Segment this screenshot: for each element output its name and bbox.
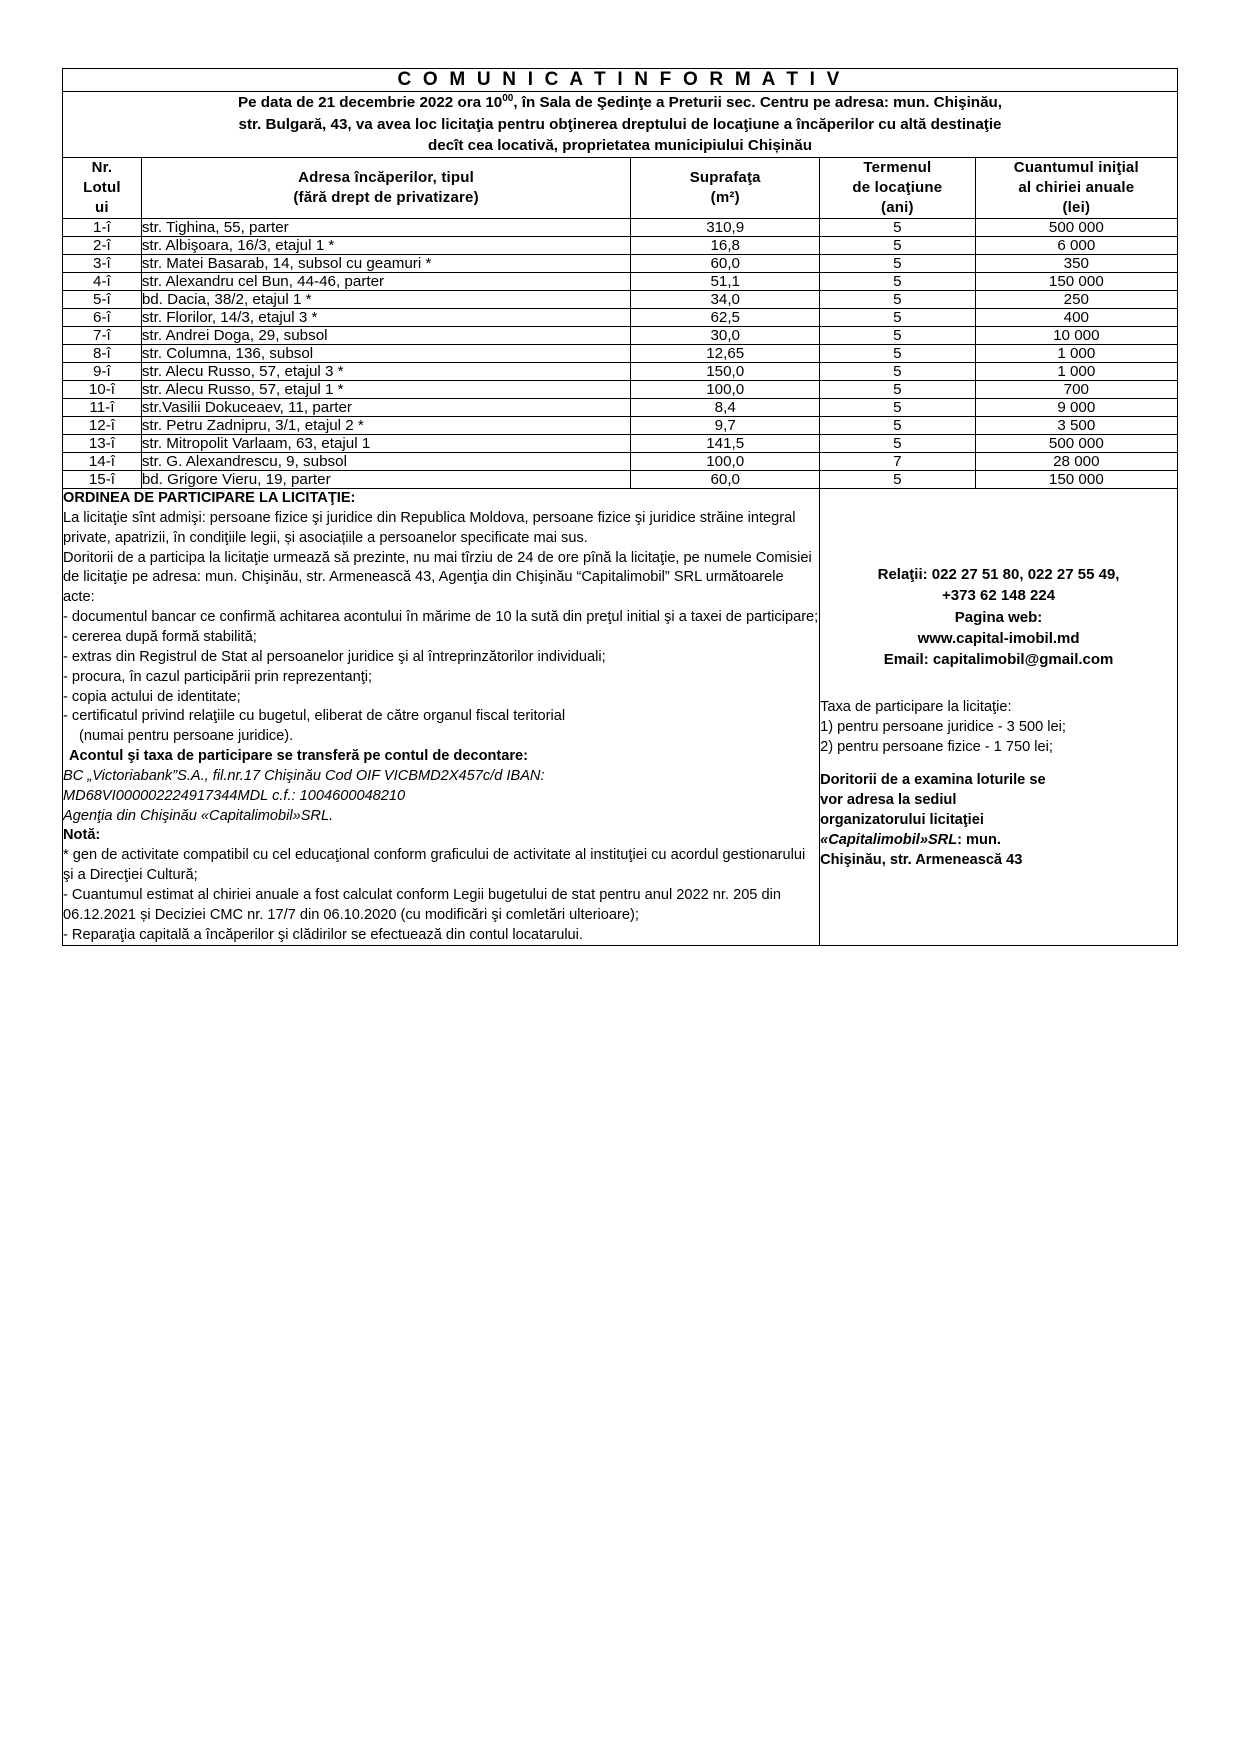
cell-termen: 5 <box>820 255 976 273</box>
cell-termen: 5 <box>820 237 976 255</box>
website-url[interactable]: www.capital-imobil.md <box>917 629 1080 647</box>
cell-adresa: bd. Dacia, 38/2, etajul 1 * <box>141 291 631 309</box>
participation-rules <box>63 489 820 946</box>
viewing-line-1: Doritorii de a examina loturile se <box>820 771 1046 788</box>
contact-panel <box>820 489 1178 946</box>
contact-header <box>820 564 1177 670</box>
header-cuantum-line3: (lei) <box>1062 198 1091 216</box>
cell-cuantum: 28 000 <box>975 453 1177 471</box>
cell-nr: 14-î <box>63 453 142 471</box>
cell-cuantum: 1 000 <box>975 363 1177 381</box>
bank-line-3: Agenţia din Chişinău «Capitalimobil»SRL. <box>63 807 334 824</box>
cell-suprafata: 12,65 <box>631 345 820 363</box>
cell-adresa: str. Petru Zadnipru, 3/1, etajul 2 * <box>141 417 631 435</box>
cell-nr: 7-î <box>63 327 142 345</box>
viewing-line-2: vor adresa la sediul <box>820 792 957 809</box>
cell-nr: 13-î <box>63 435 142 453</box>
header-suprafata-line1: Suprafaţa <box>689 168 761 186</box>
cell-nr: 3-î <box>63 255 142 273</box>
header-adresa-line2: (fără drept de privatizare) <box>293 188 479 206</box>
rules-item-3: - extras din Registrul de Stat al persoanelor juridice şi al întreprinzătorilor individuali; <box>63 648 606 665</box>
cell-cuantum: 150 000 <box>975 273 1177 291</box>
intro-paragraph <box>63 92 1178 158</box>
cell-cuantum: 3 500 <box>975 417 1177 435</box>
table-row <box>63 435 1178 453</box>
contact-phone-mobile: +373 62 148 224 <box>942 587 1056 605</box>
rules-item-2: - cererea după formă stabilită; <box>63 628 257 645</box>
header-suprafata <box>631 157 820 218</box>
header-termen <box>820 157 976 218</box>
cell-termen: 5 <box>820 273 976 291</box>
header-cuantum-line1: Cuantumul iniţial <box>1013 158 1139 176</box>
rules-heading: ORDINEA DE PARTICIPARE LA LICITAŢIE: <box>63 490 356 507</box>
table-row <box>63 399 1178 417</box>
cell-cuantum: 250 <box>975 291 1177 309</box>
cell-cuantum: 700 <box>975 381 1177 399</box>
viewing-line-4 <box>820 830 1177 850</box>
fee-individuals: 2) pentru persoane fizice - 1 750 lei; <box>820 738 1053 755</box>
table-row <box>63 219 1178 237</box>
cell-suprafata: 100,0 <box>631 381 820 399</box>
website-label: Pagina web: <box>954 608 1043 626</box>
cell-adresa: str. Columna, 136, subsol <box>141 345 631 363</box>
intro-line-2: str. Bulgară, 43, va avea loc licitaţia pentru obţinerea dreptului de locaţiune a încăperilor cu altă destinaţie <box>238 115 1002 133</box>
cell-cuantum: 350 <box>975 255 1177 273</box>
cell-cuantum: 400 <box>975 309 1177 327</box>
cell-termen: 5 <box>820 219 976 237</box>
organizer-name: «Capitalimobil»SRL <box>820 832 958 849</box>
header-suprafata-line2: (m²) <box>710 188 740 206</box>
cell-termen: 5 <box>820 399 976 417</box>
intro-line-3: decît cea locativă, proprietatea municipiului Chișinău <box>427 137 812 155</box>
table-header-row <box>63 157 1178 218</box>
nota-item-2: - Cuantumul estimat al chiriei anuale a fost calculat conform Legii bugetului de stat pentru anul 2022 nr. 205 din 06.12.2021 și Deciziei CMC nr. 17/7 din 06.10.2020 (cu modificări şi comletări ulterioare); <box>63 886 781 923</box>
table-row <box>63 255 1178 273</box>
cell-termen: 7 <box>820 453 976 471</box>
rules-item-6-continuation: (numai pentru persoane juridice). <box>79 728 294 745</box>
bank-line-1: BC „Victoriabank”S.A., fil.nr.17 Chişinău Cod OIF VICBMD2X457c/d IBAN: <box>63 767 545 784</box>
table-row <box>63 453 1178 471</box>
cell-cuantum: 10 000 <box>975 327 1177 345</box>
cell-suprafata: 62,5 <box>631 309 820 327</box>
cell-termen: 5 <box>820 327 976 345</box>
header-nr-line3: ui <box>95 198 109 216</box>
title-row <box>63 69 1178 92</box>
cell-suprafata: 60,0 <box>631 255 820 273</box>
cell-termen: 5 <box>820 381 976 399</box>
document-title: C O M U N I C A T I N F O R M A T I V <box>63 69 1178 92</box>
header-cuantum-line2: al chiriei anuale <box>1018 178 1135 196</box>
table-row <box>63 417 1178 435</box>
contact-phones: Relaţii: 022 27 51 80, 022 27 55 49, <box>877 566 1120 584</box>
cell-nr: 15-î <box>63 471 142 489</box>
cell-nr: 1-î <box>63 219 142 237</box>
cell-cuantum: 500 000 <box>975 219 1177 237</box>
cell-adresa: str. Tighina, 55, parter <box>141 219 631 237</box>
table-row <box>63 273 1178 291</box>
cell-suprafata: 150,0 <box>631 363 820 381</box>
rules-item-5: - copia actului de identitate; <box>63 688 241 705</box>
nota-item-1: * gen de activitate compatibil cu cel educaţional conform graficului de activitate al instituţiei cu acordul gestionarului şi a Direcţiei Cultură; <box>63 847 806 884</box>
table-row <box>63 381 1178 399</box>
cell-nr: 4-î <box>63 273 142 291</box>
organizer-city: : mun. <box>957 832 1001 849</box>
spacer <box>820 757 1177 770</box>
cell-suprafata: 8,4 <box>631 399 820 417</box>
cell-adresa: str. Andrei Doga, 29, subsol <box>141 327 631 345</box>
cell-nr: 9-î <box>63 363 142 381</box>
cell-adresa: str. Alecu Russo, 57, etajul 3 * <box>141 363 631 381</box>
intro-row <box>63 92 1178 158</box>
cell-suprafata: 100,0 <box>631 453 820 471</box>
rules-paragraph-2: Doritorii de a participa la licitaţie urmează să prezinte, nu mai tîrziu de 24 de ore pînă la licitaţie, pe numele Comisiei de licitaţie pe adresa: mun. Chişinău, str. Armenească 43, Agenţia din Chişinău “Capitalimobil” SRL următoarele acte: <box>63 549 812 606</box>
cell-adresa: str. Matei Basarab, 14, subsol cu geamuri * <box>141 255 631 273</box>
cell-cuantum: 1 000 <box>975 345 1177 363</box>
cell-suprafata: 16,8 <box>631 237 820 255</box>
table-row <box>63 327 1178 345</box>
header-cuantum <box>975 157 1177 218</box>
rules-item-1: - documentul bancar ce confirmă achitarea acontului în mărime de 10 la sută din preţul initial şi a taxei de participare; <box>63 609 819 626</box>
intro-line-1-pre: Pe data de 21 decembrie 2022 ora 10 <box>237 94 503 112</box>
cell-termen: 5 <box>820 417 976 435</box>
spacer <box>820 671 1177 697</box>
fee-legal-entities: 1) pentru persoane juridice - 3 500 lei; <box>820 718 1066 735</box>
cell-nr: 2-î <box>63 237 142 255</box>
cell-adresa: str. Florilor, 14/3, etajul 3 * <box>141 309 631 327</box>
cell-adresa: str. Mitropolit Varlaam, 63, etajul 1 <box>141 435 631 453</box>
cell-suprafata: 310,9 <box>631 219 820 237</box>
cell-suprafata: 9,7 <box>631 417 820 435</box>
cell-nr: 5-î <box>63 291 142 309</box>
viewing-line-5: Chişinău, str. Armenească 43 <box>820 852 1023 869</box>
cell-nr: 6-î <box>63 309 142 327</box>
cell-adresa: str. G. Alexandrescu, 9, subsol <box>141 453 631 471</box>
cell-nr: 12-î <box>63 417 142 435</box>
cell-adresa: str.Vasilii Dokuceaev, 11, parter <box>141 399 631 417</box>
fee-heading: Taxa de participare la licitaţie: <box>820 698 1012 715</box>
intro-line-1-post: , în Sala de Şedinţe a Preturii sec. Centru pe adresa: mun. Chişinău, <box>513 94 1003 112</box>
cell-suprafata: 60,0 <box>631 471 820 489</box>
nota-heading: Notă: <box>63 827 101 844</box>
cell-termen: 5 <box>820 291 976 309</box>
cell-termen: 5 <box>820 309 976 327</box>
cell-cuantum: 150 000 <box>975 471 1177 489</box>
cell-termen: 5 <box>820 471 976 489</box>
cell-adresa: str. Alecu Russo, 57, etajul 1 * <box>141 381 631 399</box>
table-row <box>63 471 1178 489</box>
table-row <box>63 237 1178 255</box>
table-row <box>63 309 1178 327</box>
header-adresa-line1: Adresa încăperilor, tipul <box>298 168 475 186</box>
table-row <box>63 363 1178 381</box>
cell-suprafata: 141,5 <box>631 435 820 453</box>
cell-cuantum: 9 000 <box>975 399 1177 417</box>
table-row <box>63 345 1178 363</box>
cell-suprafata: 34,0 <box>631 291 820 309</box>
header-nr-line1: Nr. <box>91 158 113 176</box>
cell-suprafata: 51,1 <box>631 273 820 291</box>
transfer-heading: Acontul şi taxa de participare se transferă pe contul de decontare: <box>69 748 529 765</box>
announcement-table <box>62 68 1178 946</box>
cell-cuantum: 500 000 <box>975 435 1177 453</box>
rules-item-6: - certificatul privind relaţiile cu bugetul, eliberat de către organul fiscal teritorial <box>63 708 566 725</box>
table-row <box>63 291 1178 309</box>
header-termen-line1: Termenul <box>863 158 932 176</box>
header-termen-line2: de locaţiune <box>852 178 943 196</box>
cell-cuantum: 6 000 <box>975 237 1177 255</box>
cell-suprafata: 30,0 <box>631 327 820 345</box>
viewing-line-3: organizatorului licitaţiei <box>820 812 984 829</box>
cell-nr: 8-î <box>63 345 142 363</box>
intro-time-superscript: 00 <box>502 93 514 104</box>
rules-item-4: - procura, în cazul participării prin reprezentanţi; <box>63 668 373 685</box>
header-adresa <box>141 157 631 218</box>
cell-nr: 10-î <box>63 381 142 399</box>
cell-adresa: str. Alexandru cel Bun, 44-46, parter <box>141 273 631 291</box>
contact-email[interactable]: Email: capitalimobil@gmail.com <box>883 651 1114 669</box>
header-termen-line3: (ani) <box>881 198 914 216</box>
cell-termen: 5 <box>820 363 976 381</box>
header-nr-line2: Lotul <box>83 178 121 196</box>
cell-nr: 11-î <box>63 399 142 417</box>
rules-paragraph-1: La licitaţie sînt admişi: persoane fizice şi juridice din Republica Moldova, persoane fizice şi juridice străine integral private, apatrizii, în condiţiile legii, și asociațiile a persoanelor specificate mai sus. <box>63 509 796 546</box>
bank-line-2: MD68VI000002224917344MDL c.f.: 1004600048210 <box>63 787 406 804</box>
cell-termen: 5 <box>820 345 976 363</box>
footer-row <box>63 489 1178 946</box>
cell-adresa: bd. Grigore Vieru, 19, parter <box>141 471 631 489</box>
cell-adresa: str. Albişoara, 16/3, etajul 1 * <box>141 237 631 255</box>
header-nr-lot <box>63 157 142 218</box>
nota-item-3: - Reparaţia capitală a încăperilor şi clădirilor se efectuează din contul locatarului. <box>63 926 583 943</box>
cell-termen: 5 <box>820 435 976 453</box>
